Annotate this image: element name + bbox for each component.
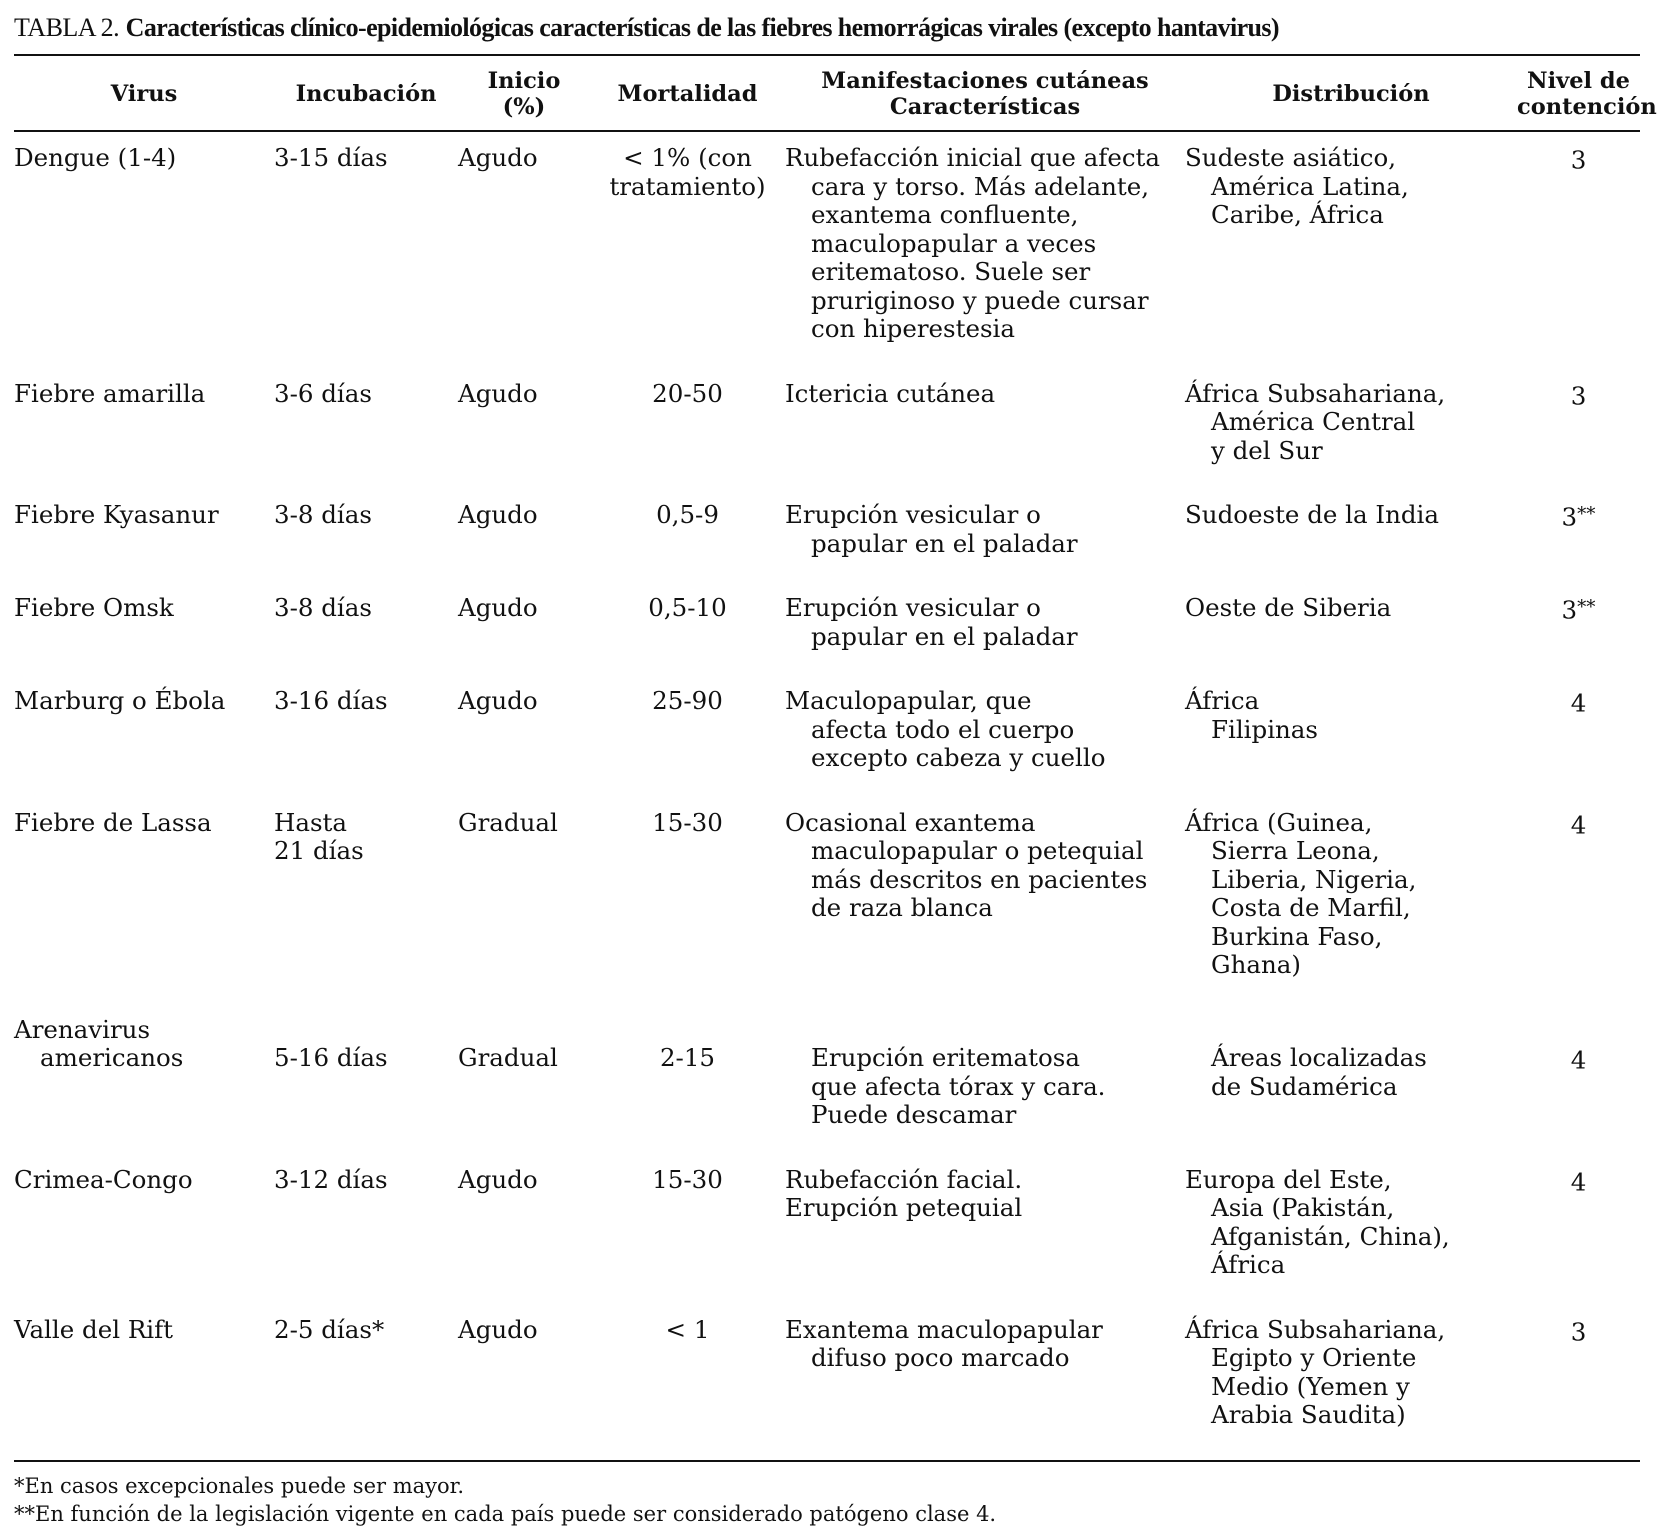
cell-virus <box>14 1006 274 1156</box>
header-manifestaciones: Manifestaciones cutáneas Características <box>785 56 1185 131</box>
cell-distribucion-line: África (Guinea, <box>1185 807 1373 837</box>
cell-distribucion-line: África Subsahariana, <box>1185 378 1446 408</box>
cell-virus <box>14 1306 274 1456</box>
cell-mortalidad <box>590 677 785 799</box>
cell-nivel: 4 <box>1570 810 1587 839</box>
cell-mortalidad <box>590 799 785 1006</box>
cell-distribucion-line: y del Sur <box>1211 435 1323 465</box>
cell-virus-line: Fiebre amarilla <box>14 378 206 408</box>
cell-nivel: 4 <box>1570 1167 1587 1196</box>
cell-incubacion <box>274 370 458 492</box>
table-row <box>14 1006 1640 1156</box>
cell-distribucion-line: África <box>1211 1250 1286 1279</box>
footnote-2: **En función de la legislación vigente en cada país puede ser considerado patógeno clase 4. <box>14 1501 997 1526</box>
cell-incubacion <box>274 491 458 584</box>
cell-mortalidad-line: 15-30 <box>652 1164 723 1194</box>
cell-virus-line: Valle del Rift <box>14 1314 174 1344</box>
cell-manifestaciones-line: Ocasional exantema <box>785 807 1036 837</box>
cell-nivel: 3** <box>1561 595 1596 625</box>
cell-manifestaciones-line: maculopapular a veces <box>811 228 1097 258</box>
cell-virus <box>14 491 274 584</box>
cell-nivel: 3** <box>1561 502 1596 532</box>
cell-mortalidad-line: 0,5-9 <box>656 500 719 529</box>
footnote-1: *En casos excepcionales puede ser mayor. <box>14 1473 465 1498</box>
cell-virus <box>14 799 274 1006</box>
cell-distribucion <box>1185 370 1517 492</box>
cell-manifestaciones-line: afecta todo el cuerpo <box>811 714 1075 744</box>
cell-virus-line: Fiebre Kyasanur <box>14 500 219 529</box>
cell-virus <box>14 1156 274 1306</box>
cell-inicio: Agudo <box>458 1164 538 1194</box>
cell-virus-line: Dengue (1-4) <box>14 143 177 172</box>
cell-mortalidad <box>590 584 785 677</box>
cell-distribucion-line: de Sudamérica <box>1211 1071 1398 1101</box>
cell-incubacion-line: 3-12 días <box>274 1164 388 1194</box>
cell-incubacion-line: 3-6 días <box>274 378 372 408</box>
cell-manifestaciones-line: excepto cabeza y cuello <box>811 743 1106 772</box>
table-body <box>14 131 1640 1456</box>
cell-incubacion-line: Hasta <box>274 807 347 837</box>
cell-manifestaciones-line: más descritos en pacientes <box>811 864 1148 894</box>
cell-manifestaciones-line: Puede descamar <box>811 1100 1017 1129</box>
cell-mortalidad-line: 20-50 <box>652 378 723 408</box>
cell-incubacion-line: 3-15 días <box>274 143 388 172</box>
cell-manifestaciones-line: maculopapular o petequial <box>811 836 1144 865</box>
cell-distribucion <box>1185 491 1517 584</box>
cell-distribucion-line: Ghana) <box>1211 950 1301 979</box>
cell-distribucion-line: Costa de Marfil, <box>1211 893 1411 922</box>
cell-incubacion <box>274 1156 458 1306</box>
cell-manifestaciones <box>785 584 1185 677</box>
cell-virus <box>14 677 274 799</box>
cell-distribucion <box>1185 1156 1517 1306</box>
cell-mortalidad-line: 0,5-10 <box>648 593 727 622</box>
cell-manifestaciones-line: Exantema maculopapular <box>785 1314 1103 1344</box>
header-mortalidad: Mortalidad <box>590 56 785 131</box>
cell-manifestaciones-line: que afecta tórax y cara. <box>811 1071 1106 1101</box>
cell-distribucion-line: Sudeste asiático, <box>1185 143 1397 172</box>
cell-distribucion <box>1185 584 1517 677</box>
footnote-mark: ** <box>1577 504 1596 525</box>
table-row <box>14 677 1640 799</box>
cell-manifestaciones <box>785 131 1185 370</box>
cell-incubacion <box>274 1006 458 1156</box>
cell-incubacion-line: 3-16 días <box>274 686 388 715</box>
cell-manifestaciones-line: Erupción eritematosa <box>811 1043 1080 1072</box>
cell-distribucion-line: Asia (Pakistán, <box>1211 1193 1395 1222</box>
cell-mortalidad <box>590 1006 785 1156</box>
cell-incubacion <box>274 677 458 799</box>
cell-incubacion <box>274 799 458 1006</box>
cell-manifestaciones <box>785 1006 1185 1156</box>
cell-manifestaciones-line: papular en el paladar <box>811 621 1078 651</box>
table-row <box>14 370 1640 492</box>
cell-virus <box>14 131 274 370</box>
cell-virus-line: americanos <box>40 1043 184 1072</box>
document-page <box>14 0 1657 1528</box>
cell-nivel: 4 <box>1570 688 1587 718</box>
header-incubacion: Incubación <box>274 56 458 131</box>
cell-inicio: Agudo <box>458 593 538 622</box>
cell-manifestaciones-line: con hiperestesia <box>811 314 1015 343</box>
cell-distribucion-line: Europa del Este, <box>1185 1164 1392 1194</box>
cell-distribucion-line: Caribe, África <box>1211 200 1384 229</box>
cell-distribucion-line: América Central <box>1211 407 1416 436</box>
cell-distribucion-line: Arabia Saudita) <box>1211 1400 1406 1429</box>
cell-distribucion-line: Sierra Leona, <box>1211 836 1380 865</box>
cell-mortalidad-line: < 1 <box>665 1314 710 1344</box>
cell-nivel: 3 <box>1570 145 1587 175</box>
header-distribucion: Distribución <box>1185 56 1517 131</box>
cell-inicio: Agudo <box>458 1314 538 1344</box>
cell-manifestaciones <box>785 491 1185 584</box>
cell-mortalidad-line: 2-15 <box>659 1043 716 1072</box>
header-row <box>14 56 1640 131</box>
cell-nivel: 4 <box>1570 1045 1587 1075</box>
cell-distribucion <box>1185 1006 1517 1156</box>
footnote-mark: ** <box>1577 597 1596 618</box>
cell-manifestaciones <box>785 677 1185 799</box>
cell-inicio: Agudo <box>458 378 538 408</box>
table-label: TABLA 2. <box>14 13 120 42</box>
cell-distribucion-line: Egipto y Oriente <box>1211 1343 1417 1372</box>
cell-virus-line: Fiebre Omsk <box>14 593 174 622</box>
cell-distribucion-line: Filipinas <box>1211 714 1318 744</box>
cell-mortalidad-line: 15-30 <box>652 807 723 837</box>
cell-inicio: Agudo <box>458 143 538 172</box>
cell-distribucion-line: Medio (Yemen y <box>1211 1371 1410 1401</box>
cell-manifestaciones <box>785 1306 1185 1456</box>
table-row <box>14 131 1640 370</box>
cell-nivel: 3 <box>1570 1317 1587 1346</box>
cell-distribucion-line: América Latina, <box>1211 171 1409 201</box>
cell-mortalidad-line: < 1% (con <box>623 143 752 172</box>
cell-incubacion <box>274 584 458 677</box>
cell-distribucion-line: Áreas localizadas <box>1211 1043 1427 1072</box>
cell-manifestaciones-line: papular en el paladar <box>811 528 1078 558</box>
cell-manifestaciones-line: Rubefacción facial. <box>785 1164 1023 1194</box>
header-nivel: Nivel de contención <box>1517 56 1640 131</box>
cell-manifestaciones-line: Maculopapular, que <box>785 686 1032 715</box>
cell-inicio: Agudo <box>458 500 538 529</box>
cell-mortalidad <box>590 491 785 584</box>
cell-inicio: Gradual <box>458 807 558 837</box>
data-table <box>14 56 1657 1456</box>
cell-inicio: Gradual <box>458 1043 558 1072</box>
table-row <box>14 1156 1640 1306</box>
cell-inicio: Agudo <box>458 686 538 715</box>
header-virus: Virus <box>14 56 274 131</box>
cell-incubacion <box>274 1306 458 1456</box>
cell-distribucion <box>1185 1306 1517 1456</box>
table-row <box>14 799 1640 1006</box>
footnotes <box>14 1472 1640 1528</box>
cell-distribucion-line: Oeste de Siberia <box>1185 593 1392 622</box>
cell-incubacion-line: 21 días <box>274 836 364 865</box>
cell-incubacion-line: 2-5 días* <box>274 1314 385 1344</box>
table-title <box>14 8 1640 48</box>
cell-manifestaciones-line: pruriginoso y puede cursar <box>811 285 1149 315</box>
cell-distribucion-line: África <box>1185 686 1260 715</box>
cell-incubacion <box>274 131 458 370</box>
cell-mortalidad-line: 25-90 <box>652 686 723 715</box>
cell-manifestaciones-line: cara y torso. Más adelante, <box>811 171 1150 201</box>
cell-virus-line: Arenavirus <box>14 1014 151 1044</box>
cell-virus-line: Marburg o Ébola <box>14 686 226 715</box>
cell-distribucion <box>1185 799 1517 1006</box>
cell-distribucion-line: Burkina Faso, <box>1211 921 1383 951</box>
cell-distribucion <box>1185 131 1517 370</box>
table-row <box>14 1306 1640 1456</box>
cell-distribucion-line: Sudoeste de la India <box>1185 500 1439 529</box>
cell-distribucion <box>1185 677 1517 799</box>
cell-virus-line: Fiebre de Lassa <box>14 807 212 837</box>
cell-manifestaciones-line: difuso poco marcado <box>811 1343 1070 1372</box>
cell-manifestaciones-line: Erupción vesicular o <box>785 593 1041 622</box>
cell-mortalidad <box>590 131 785 370</box>
cell-manifestaciones <box>785 370 1185 492</box>
cell-distribucion-line: África Subsahariana, <box>1185 1314 1446 1344</box>
bottom-rule <box>14 1460 1640 1462</box>
cell-manifestaciones-line: exantema confluente, <box>811 200 1079 229</box>
cell-mortalidad <box>590 1306 785 1456</box>
cell-virus <box>14 584 274 677</box>
cell-distribucion-line: Liberia, Nigeria, <box>1211 864 1417 894</box>
cell-virus <box>14 370 274 492</box>
cell-virus-line: Crimea-Congo <box>14 1164 193 1194</box>
cell-nivel: 3 <box>1570 381 1587 410</box>
cell-manifestaciones-line: Erupción petequial <box>785 1193 1023 1222</box>
cell-mortalidad-line: tratamiento) <box>609 171 766 201</box>
cell-incubacion-line: 3-8 días <box>274 500 372 529</box>
cell-incubacion-line: 5-16 días <box>274 1043 388 1072</box>
header-inicio: Inicio (%) <box>458 56 590 131</box>
cell-mortalidad <box>590 370 785 492</box>
cell-distribucion-line: Afganistán, China), <box>1211 1221 1450 1251</box>
cell-manifestaciones-line: Rubefacción inicial que afecta <box>785 143 1161 172</box>
table-row <box>14 584 1640 677</box>
cell-manifestaciones-line: de raza blanca <box>811 893 993 922</box>
cell-manifestaciones-line: Ictericia cutánea <box>785 378 996 408</box>
cell-manifestaciones-line: Erupción vesicular o <box>785 500 1041 529</box>
cell-mortalidad <box>590 1156 785 1306</box>
table-row <box>14 491 1640 584</box>
table-title-text: Características clínico-epidemiológicas características de las fiebres hemorrágicas virales (excepto hantavirus) <box>125 13 1279 42</box>
cell-manifestaciones <box>785 799 1185 1006</box>
cell-incubacion-line: 3-8 días <box>274 593 372 622</box>
cell-manifestaciones-line: eritematoso. Suele ser <box>811 257 1091 286</box>
cell-manifestaciones <box>785 1156 1185 1306</box>
